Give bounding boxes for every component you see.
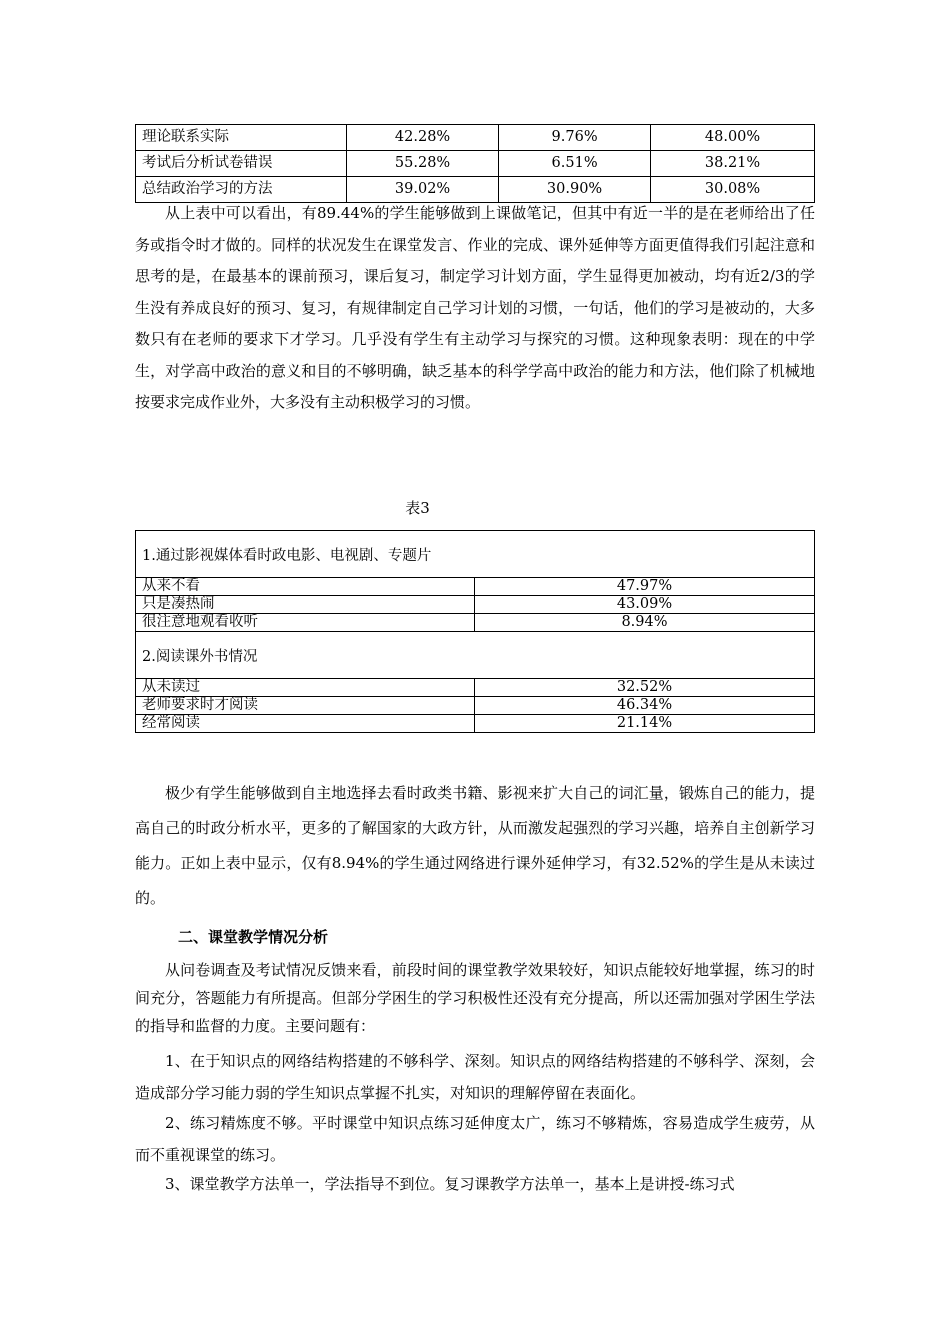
- cell-value: 46.34%: [475, 697, 815, 715]
- table-row: [136, 614, 815, 632]
- table-row: [136, 715, 815, 733]
- paragraph-analysis-1: 从上表中可以看出，有89.44%的学生能够做到上课做笔记，但其中有近一半的是在老师给出了任务或指令时才做的。同样的状况发生在课堂发言、作业的完成、课外延伸等方面更值得我们引起注意和思考的是，在最基本的课前预习，课后复习，制定学习计划方面，学生显得更加被动，均有近2/3的学生没有养成良好的预习、复习，有规律制定自己学习计划的习惯，一句话，他们的学习是被动的，大多数只有在老师的要求下才学习。几乎没有学生有主动学习与探究的习惯。这种现象表明：现在的中学生，对学高中政治的意义和目的不够明确，缺乏基本的科学学高中政治的能力和方法，他们除了机械地按要求完成作业外，大多没有主动积极学习的习惯。: [135, 204, 815, 411]
- cell-value: 55.28%: [347, 151, 499, 177]
- table-row: [136, 578, 815, 596]
- row-label: 理论联系实际: [136, 125, 347, 151]
- problem-point-1: 1、在于知识点的网络结构搭建的不够科学、深刻。知识点的网络结构搭建的不够科学、深刻，会造成部分学习能力弱的学生知识点掌握不扎实，对知识的理解停留在表面化。: [135, 1052, 815, 1102]
- survey-table-1: [135, 124, 815, 203]
- row-label: 经常阅读: [136, 715, 475, 733]
- row-label: 很注意地观看收听: [136, 614, 475, 632]
- cell-value: 38.21%: [651, 151, 815, 177]
- cell-value: 48.00%: [651, 125, 815, 151]
- survey-table-3: [135, 530, 815, 733]
- paragraph-analysis-2: 极少有学生能够做到自主地选择去看时政类书籍、影视来扩大自己的词汇量，锻炼自己的能力，提高自己的时政分析水平，更多的了解国家的大政方针，从而激发起强烈的学习兴趣，培养自主创新学习能力。正如上表中显示，仅有8.94%的学生通过网络进行课外延伸学习，有32.52%的学生是从未读过的。: [135, 784, 815, 907]
- cell-value: 30.90%: [499, 177, 651, 203]
- table-section-row: [136, 531, 815, 578]
- table-row: [136, 596, 815, 614]
- cell-value: 47.97%: [475, 578, 815, 596]
- cell-value: 9.76%: [499, 125, 651, 151]
- cell-value: 21.14%: [475, 715, 815, 733]
- table-row: [136, 697, 815, 715]
- row-label: 从来不看: [136, 578, 475, 596]
- cell-value: 30.08%: [651, 177, 815, 203]
- table-row: [136, 151, 815, 177]
- row-label: 总结政治学习的方法: [136, 177, 347, 203]
- row-label: 老师要求时才阅读: [136, 697, 475, 715]
- section-title: 2.阅读课外书情况: [136, 632, 815, 679]
- cell-value: 8.94%: [475, 614, 815, 632]
- cell-value: 32.52%: [475, 679, 815, 697]
- problem-point-2: 2、练习精炼度不够。平时课堂中知识点练习延伸度太广，练习不够精炼，容易造成学生疲劳，从而不重视课堂的练习。: [135, 1114, 815, 1164]
- cell-value: 39.02%: [347, 177, 499, 203]
- row-label: 从未读过: [136, 679, 475, 697]
- table-row: [136, 125, 815, 151]
- cell-value: 42.28%: [347, 125, 499, 151]
- table-section-row: [136, 632, 815, 679]
- row-label: 考试后分析试卷错误: [136, 151, 347, 177]
- cell-value: 6.51%: [499, 151, 651, 177]
- table-row: [136, 679, 815, 697]
- section-heading: 二、课堂教学情况分析: [178, 928, 329, 946]
- problem-point-3: 3、课堂教学方法单一，学法指导不到位。复习课教学方法单一，基本上是讲授-练习式: [165, 1175, 735, 1193]
- section-title: 1.通过影视媒体看时政电影、电视剧、专题片: [136, 531, 815, 578]
- table-caption: 表3: [405, 499, 430, 517]
- row-label: 只是凑热闹: [136, 596, 475, 614]
- cell-value: 43.09%: [475, 596, 815, 614]
- paragraph-analysis-3: 从问卷调查及考试情况反馈来看，前段时间的课堂教学效果较好，知识点能较好地掌握，练习的时间充分，答题能力有所提高。但部分学困生的学习积极性还没有充分提高，所以还需加强对学困生学法的指导和监督的力度。主要问题有：: [135, 961, 815, 1035]
